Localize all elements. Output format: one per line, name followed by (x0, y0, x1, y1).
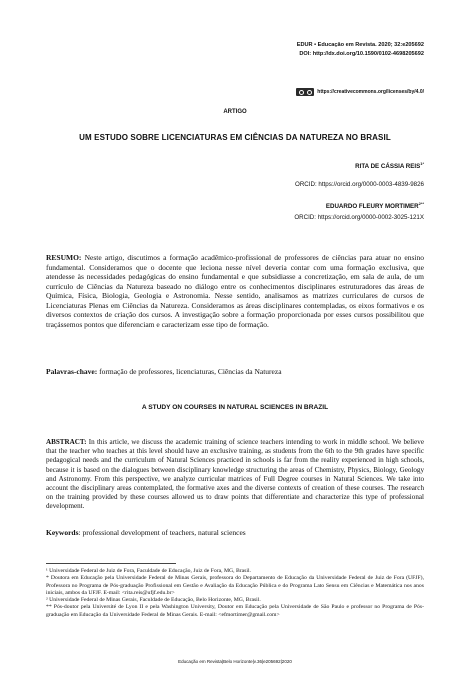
keywords-text: : professional development of teachers, natural sciences (78, 528, 246, 537)
english-title: A STUDY ON COURSES IN NATURAL SCIENCES IN BRAZIL (141, 404, 329, 411)
article-type-label: ARTIGO (223, 109, 247, 115)
resumo-paragraph (46, 253, 424, 329)
footnote-author-2-bio: ** Pós-doutor pela Université de Lyon II e pela Washington University, Doutor em Educação pela Universidade de São Paulo e professor no Programa de Pós-graduação em Educação da Universidade Federal de Minas Gerais. E-mail: <efmortimer@gmail.com> (46, 604, 424, 618)
doi-link[interactable]: DOI: http://dx.doi.org/10.1590/0102-4698205692 (299, 51, 424, 57)
page-footer: Educação em Revista|Belo Horizonte|v.36|e205692|2020 (178, 659, 292, 664)
cc-by-license-icon[interactable] (296, 88, 314, 96)
footnote-author-1-bio: * Doutora em Educação pela Universidade Federal de Minas Gerais, professora do Departamento de Educação da Universidade Federal de Juiz de Fora (UFJF), Professora no Programa de Pós-graduação Profissional em Gestão e Avaliação da Educação Pública e do Programa Lato Sensu em Ciências e Matemática nos anos iniciais, ambos da UFJF. E-mail: <rita.reis@ufjf.edu.br> (46, 575, 424, 596)
author-1-name: RITA DE CÁSSIA $REIS^{1*}$ (355, 161, 424, 170)
keywords (46, 528, 424, 538)
abstract-paragraph (46, 438, 424, 512)
footnote-1: ¹ Universidade Federal de Juiz de Fora, Faculdade de Educação, Juiz de Fora, MG, Brasil. (46, 568, 251, 574)
palavras-chave-text: formação de professores, licenciaturas, Ciências da Natureza (99, 367, 282, 376)
resumo-text: Neste artigo, discutimos a formação acadêmico-profissional de professores de ciências para atuar no ensino fundamental. Consideramos que o docente que leciona nesse nível deveria contar com uma formação exclusiva, que atendesse às necessidades pedagógicas do ensino fundamental e que subsidiasse a concretização, em sala de aula, de um currículo de Ciências da Natureza baseado no diálogo entre os conhecimentos disciplinares estruturadores das áreas de Química, Física, Biologia, Geologia e Astronomia. Nesse sentido, analisamos as matrizes curriculares de cursos de Licenciaturas Plenas em Ciências da Natureza. Consideramos as áreas disciplinares contempladas, os eixos formativos e os diversos contextos de criação dos cursos. A investigação sobre a formação proporcionada por esses cursos possibilitou que traçássemos pontos que diferenciam e caracterizam esse tipo de formação. (46, 253, 424, 329)
keywords-label: Keywords (46, 528, 79, 537)
license-row (296, 88, 424, 96)
abstract-text: In this article, we discuss the academic training of science teachers intending to work in middle school. We believe that the teacher who teaches at this level should have an exclusive training, as students from the 6th to the 9th grades have specific pedagogical needs and the curriculum of Natural Sciences practiced in schools is far from the reality experienced in high schools, because it is based on the dialogues between disciplinary knowledge structuring the areas of Chemistry, Physics, Biology, Geology and Astronomy. From this perspective, we analyze curricular matrices of Full Degree courses in Natural Sciences. We take into account the disciplinary areas contemplated, the formative axes and the diverse contexts of creation of these courses. The research on the training provided by these courses allowed us to draw points that differentiate and characterize this type of professional development. (46, 438, 424, 511)
license-link[interactable]: https://creativecommons.org/licenses/by/4.0/ (317, 89, 424, 95)
footnote-2: ² Universidade Federal de Minas Gerais, Faculdade de Educação, Belo Horizonte, MG, Brasil. (46, 597, 261, 604)
resumo-label: RESUMO: (46, 253, 82, 262)
palavras-chave (46, 367, 424, 377)
article-title: UM ESTUDO SOBRE LICENCIATURAS EM CIÊNCIAS DA NATUREZA NO BRASIL (79, 133, 391, 142)
footnote-divider (46, 563, 176, 564)
footnotes (46, 568, 424, 619)
abstract-label: ABSTRACT: (46, 438, 87, 446)
author-2-name: EDUARDO FLEURY $MORTIMER^{2**}$ (325, 201, 424, 210)
author-2-orcid[interactable]: ORCID: https://orcid.org/0000-0002-3025-121X (294, 214, 424, 221)
journal-citation: EDUR • Educação em Revista. 2020; 32:e205692 (296, 42, 424, 48)
author-1-orcid[interactable]: ORCID: https://orcid.org/0000-0003-4839-9826 (295, 181, 424, 188)
palavras-chave-label: Palavras-chave: (46, 367, 98, 376)
